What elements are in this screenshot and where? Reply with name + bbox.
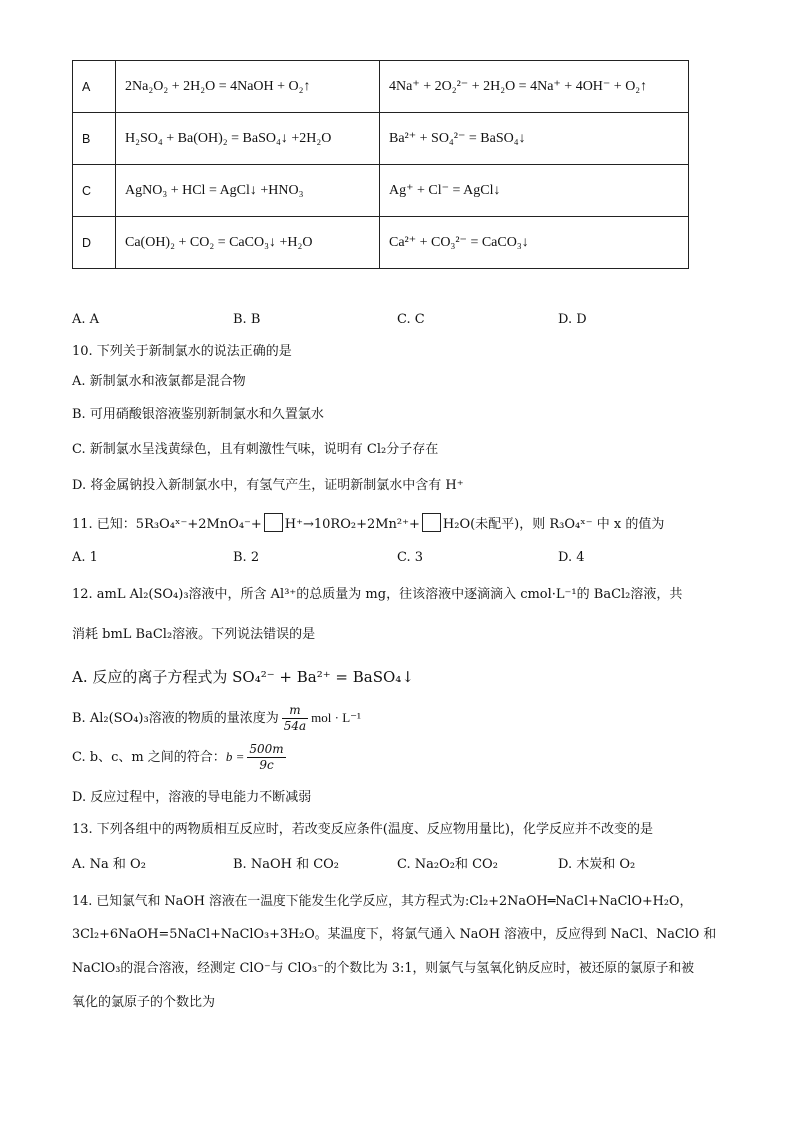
chemical-equation: Ca(OH)₂ + CO₂ = CaCO₃↓ +H₂O: [116, 217, 380, 269]
blank-box: [264, 513, 283, 532]
numerator: 500m: [249, 742, 284, 756]
option-c: C. C: [397, 312, 425, 327]
unit: mol · L⁻¹: [311, 710, 361, 725]
table-row: [73, 61, 689, 113]
q12-stem-line2: 消耗 bmL BaCl₂溶液。下列说法错误的是: [72, 627, 316, 642]
q14-line3: NaClO₃的混合溶液，经测定 ClO⁻与 ClO₃⁻的个数比为 3:1，则氯气与氢氧化钠反应时，被还原的氯原子和被: [72, 961, 695, 976]
ionic-equation: 4Na⁺ + 2O₂²⁻ + 2H₂O = 4Na⁺ + 4OH⁻ + O₂↑: [380, 61, 689, 113]
option-a: A. A: [72, 312, 100, 327]
fraction: [282, 703, 308, 734]
row-label: D: [73, 217, 116, 269]
option-c: C. 3: [397, 550, 424, 565]
chemical-equation: 2Na₂O₂ + 2H₂O = 4NaOH + O₂↑: [116, 61, 380, 113]
option-a: A. 1: [72, 550, 98, 565]
option-b-text: B. Al₂(SO₄)₃溶液的物质的量浓度为: [72, 711, 279, 726]
q12-stem-line1: 12. amL Al₂(SO₄)₃溶液中，所含 Al³⁺的总质量为 mg，往该溶液中逐滴滴入 cmol·L⁻¹的 BaCl₂溶液，共: [72, 587, 683, 602]
q10-stem: 10. 下列关于新制氯水的说法正确的是: [72, 344, 292, 359]
option-b: B. 2: [233, 550, 260, 565]
q13-stem: 13. 下列各组中的两物质相互反应时，若改变反应条件(温度、反应物用量比)，化学反应并不改变的是: [72, 822, 653, 837]
q10-option-c: C. 新制氯水呈浅黄绿色，且有刺激性气味，说明有 Cl₂分子存在: [72, 442, 439, 457]
q12-option-b: [72, 703, 361, 734]
q12-option-c: [72, 742, 289, 773]
option-d: D. 4: [558, 550, 585, 565]
q12-option-d: D. 反应过程中，溶液的导电能力不断减弱: [72, 790, 312, 805]
q10-option-a: A. 新制氯水和液氯都是混合物: [72, 374, 246, 389]
fraction: [247, 742, 285, 773]
q10-option-d: D. 将金属钠投入新制氯水中，有氢气产生，证明新制氯水中含有 H⁺: [72, 478, 464, 493]
option-a: A. Na 和 O₂: [72, 857, 146, 872]
q11-mid: H⁺→10RO₂+2Mn²⁺+: [284, 517, 420, 532]
table-row: [73, 217, 689, 269]
chemical-equation: AgNO₃ + HCl = AgCl↓ +HNO₃: [116, 165, 380, 217]
q14-line4: 氧化的氯原子的个数比为: [72, 995, 216, 1010]
ionic-equation: Ca²⁺ + CO₃²⁻ = CaCO₃↓: [380, 217, 689, 269]
option-c: C. Na₂O₂和 CO₂: [397, 857, 498, 872]
ionic-equation: Ag⁺ + Cl⁻ = AgCl↓: [380, 165, 689, 217]
q14-line2: 3Cl₂+6NaOH=5NaCl+NaClO₃+3H₂O。某温度下，将氯气通入 NaOH 溶液中，反应得到 NaCl、NaClO 和: [72, 927, 717, 942]
row-label: C: [73, 165, 116, 217]
chemical-equation: H₂SO₄ + Ba(OH)₂ = BaSO₄↓ +2H₂O: [116, 113, 380, 165]
table-row: [73, 165, 689, 217]
q11-prefix: 11. 已知：5R₃O₄ˣ⁻+2MnO₄⁻+: [72, 517, 262, 532]
option-b: B. NaOH 和 CO₂: [233, 857, 340, 872]
q14-line1: 14. 已知氯气和 NaOH 溶液在一温度下能发生化学反应，其方程式为:Cl₂+2NaOH═NaCl+NaClO+H₂O，: [72, 894, 693, 909]
q11-stem: [72, 513, 664, 534]
option-b: B. B: [233, 312, 261, 327]
option-d: D. 木炭和 O₂: [558, 857, 636, 872]
row-label: A: [73, 61, 116, 113]
denominator: 9c: [259, 758, 274, 772]
ionic-equation: Ba²⁺ + SO₄²⁻ = BaSO₄↓: [380, 113, 689, 165]
option-d: D. D: [558, 312, 587, 327]
blank-box: [422, 513, 441, 532]
option-c-text: C. b、c、m 之间的符合：: [72, 750, 226, 765]
q10-option-b: B. 可用硝酸银溶液鉴别新制氯水和久置氯水: [72, 407, 324, 422]
q12-option-a: A. 反应的离子方程式为 SO₄²⁻ + Ba²⁺ = BaSO₄↓: [72, 668, 414, 686]
equation-lhs: b =: [225, 749, 245, 764]
table-row: [73, 113, 689, 165]
q11-suffix: H₂O(未配平)，则 R₃O₄ˣ⁻ 中 x 的值为: [442, 517, 665, 532]
equation-table: [72, 60, 689, 269]
row-label: B: [73, 113, 116, 165]
numerator: m: [282, 703, 308, 719]
denominator: 54a: [283, 719, 307, 733]
